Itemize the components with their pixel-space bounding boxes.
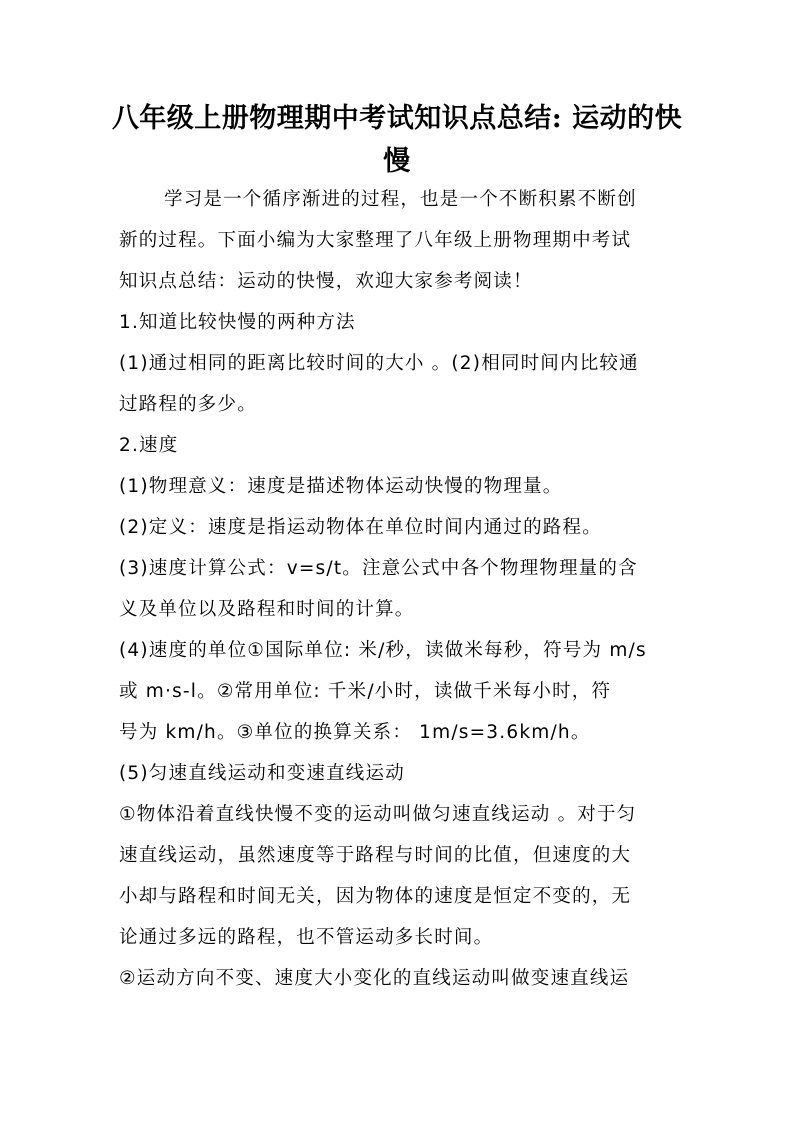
- paragraph-line-5: (1)通过相同的距离比较时间的大小 。(2)相同时间内比较通: [119, 353, 639, 374]
- paragraph-line-13: 或 m·s-l。②常用单位: 千米/小时，读做千米每小时，符: [119, 681, 612, 702]
- paragraph-line-14: 号为 km/h。③单位的换算关系： 1m/s=3.6km/h。: [119, 722, 591, 743]
- paragraph-line-9: (2)定义：速度是指运动物体在单位时间内通过的路程。: [119, 517, 602, 538]
- paragraph-line-16: ①物体沿着直线快慢不变的运动叫做匀速直线运动 。对于匀: [119, 804, 637, 825]
- page-title-line-1: 八年级上册物理期中考试知识点总结: 运动的快: [111, 103, 683, 134]
- section-heading-2: 2.速度: [119, 435, 179, 456]
- paragraph-line-2: 新的过程。下面小编为大家整理了八年级上册物理期中考试: [119, 230, 632, 251]
- paragraph-line-8: (1)物理意义：速度是描述物体运动快慢的物理量。: [119, 476, 563, 497]
- section-heading-1: 1.知道比较快慢的两种方法: [119, 312, 356, 333]
- paragraph-line-19: 论通过多远的路程，也不管运动多长时间。: [119, 927, 494, 948]
- paragraph-line-20: ②运动方向不变、速度大小变化的直线运动叫做变速直线运: [119, 968, 630, 989]
- paragraph-line-12: (4)速度的单位①国际单位: 米/秒，读做米每秒，符号为 m/s: [119, 640, 647, 661]
- paragraph-line-11: 义及单位以及路程和时间的计算。: [119, 599, 415, 620]
- page-title-line-2: 慢: [383, 146, 411, 177]
- paragraph-line-17: 速直线运动，虽然速度等于路程与时间的比值，但速度的大: [119, 845, 632, 866]
- paragraph-line-3: 知识点总结：运动的快慢，欢迎大家参考阅读！: [119, 271, 533, 292]
- paragraph-line-6: 过路程的多少。: [119, 394, 257, 415]
- paragraph-line-18: 小却与路程和时间无关，因为物体的速度是恒定不变的，无: [119, 886, 632, 907]
- paragraph-line-10: (3)速度计算公式：v=s/t。注意公式中各个物理物理量的含: [119, 558, 638, 579]
- paragraph-line-1: 学习是一个循序渐进的过程，也是一个不断积累不断创: [164, 189, 637, 210]
- paragraph-line-15: (5)匀速直线运动和变速直线运动: [119, 763, 405, 784]
